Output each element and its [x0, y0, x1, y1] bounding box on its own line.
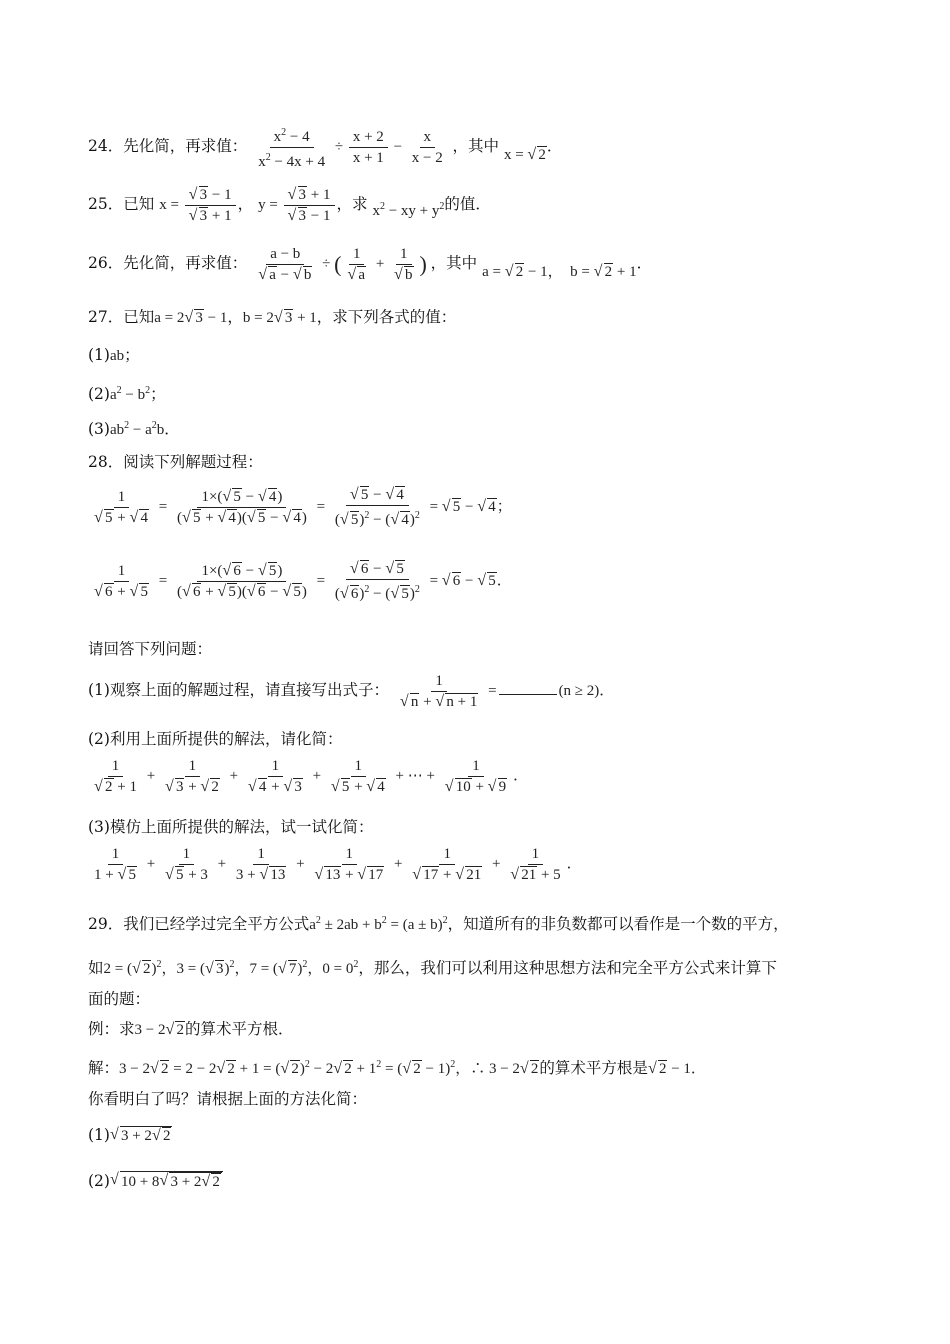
worked-example-1: 1 √ 5 + √ 4 = $\frac{1\times(√ 5 - √ 4)}{(√ 5 + √ 4)(√ 5 - √ 4)}$ = √ $\frac{5 - √ 4}{(√ 5)^2 - (√ 4)^2}$ = √ 5 − √ 4； — [88, 486, 512, 529]
q27-part2: $(2)a^2 - b^2$； — [88, 385, 166, 403]
q29-line3: 面的题： — [88, 990, 151, 1008]
expression: a − b √ a − √ b ÷ ( 1 √ a + 1 √ b ) — [252, 256, 430, 272]
q29-ask: 你看明白了吗？请根据上面的方法化简： — [88, 1090, 368, 1108]
q28-prompt: 请回答下列问题： — [88, 640, 213, 658]
question-25: 25．已知 x = √ 3 − 1 √ 3 + 1 ， y = √ 3 + 1 √ 3 − 1 ，求 $x^2$ − xy + $y^2$的值． — [88, 186, 491, 225]
q29-line2: 如2 = (√ 2)$^2$，3 = (√ 3)$^2$，7 = (√ 7)$^2$，$0 = 0^2$，那么，我们可以利用这种思想方法和完全平方公式来计算下 — [88, 954, 777, 980]
question-29: 29．我们已经学过完全平方公式$a^2 \pm 2ab + b^2 = (a \pm b)^2$，知道所有的非负数都可以看作是一个数的平方， — [88, 915, 789, 933]
q29-example: 例：求3 − 2√ 2的算术平方根． — [88, 1018, 294, 1041]
question-text: ，其中 — [452, 136, 500, 155]
question-number: 25． — [88, 194, 124, 213]
question-24: 24．先化简，再求值： $\frac{x^2 - 4}{x^2 - 4x + 4}$ ÷ $\frac{x + 2}{x + 1}$ − $\frac{x}{x - 2}$ ，其中 x = √ 2． — [88, 124, 562, 171]
q29-part2: (2)√ 10 + 8√ 3 + 2√ 2 — [88, 1170, 223, 1193]
question-text: 先化简，再求值： — [123, 136, 248, 155]
expression: $\frac{x^2 - 4}{x^2 - 4x + 4}$ ÷ $\frac{x + 2}{x + 1}$ − $\frac{x}{x - 2}$ — [252, 139, 452, 155]
question-27: 27．已知a = 2√ 3 − 1，b = 2√ 3 + 1，求下列各式的值： — [88, 306, 456, 329]
q28-part3: (3)模仿上面所提供的解法，试一试化简： — [88, 818, 374, 836]
answer-blank[interactable] — [499, 680, 557, 695]
q28-part1: (1)观察上面的解题过程，请直接写出式子： 1 √ n + √ n + 1 = (n ≥ 2)． — [88, 672, 614, 711]
q27-part3: $(3)ab^2 - a^2b$． — [88, 420, 180, 438]
worked-example-2: 1 √ 6 + √ 5 = $\frac{1\times(√ 6 - √ 5)}{(√ 6 + √ 5)(√ 6 - √ 5)}$ = √ $\frac{6 - √ 5}{(√ 6)^2 - (√ 5)^2}$ = √ 6 − √ 5． — [88, 560, 512, 603]
q27-part1: (1)ab； — [88, 346, 140, 364]
q28-part2: (2)利用上面所提供的解法，请化简： — [88, 730, 343, 748]
question-number: 26． — [88, 253, 124, 272]
q29-solution: 解：3 − 2√ 2 = 2 − 2√ 2 + 1 = (√ 2)$^2$ − 2√ $2 + 1^2$ = (√ 2 − 1)$^2$，∴ 3 − 2√ 2的算术平方根是√ 2 − 1． — [88, 1054, 706, 1080]
expression: x = √ 3 − 1 √ 3 + 1 — [159, 197, 237, 213]
question-number: 24． — [88, 136, 124, 155]
question-26: 26．先化简，再求值： a − b √ a − √ b ÷ ( 1 √ a + 1 √ b ) ，其中 a = √ 2 − 1， b = √ 2 + 1． — [88, 245, 652, 284]
q29-part1: (1)√ 3 + 2√ 2 — [88, 1124, 172, 1147]
q28-part3-expression: $\frac{1}{1 + √ 5}$ + 1 √ 5 + 3 + $\frac{1}{3 + √ 13}$ + 1 √ 13 + √ 17 + 1 √ 17 + √ 21 + 1 √ 21 + 5 ． — [88, 845, 582, 884]
question-28: 28．阅读下列解题过程： — [88, 453, 263, 471]
q28-part2-expression: 1 √ 2 + 1 + 1 √ 3 + √ 2 + 1 √ 4 + √ 3 + 1 √ 5 + √ 4 + ⋯ + 1 √ 10 + √ 9 ． — [88, 757, 528, 796]
